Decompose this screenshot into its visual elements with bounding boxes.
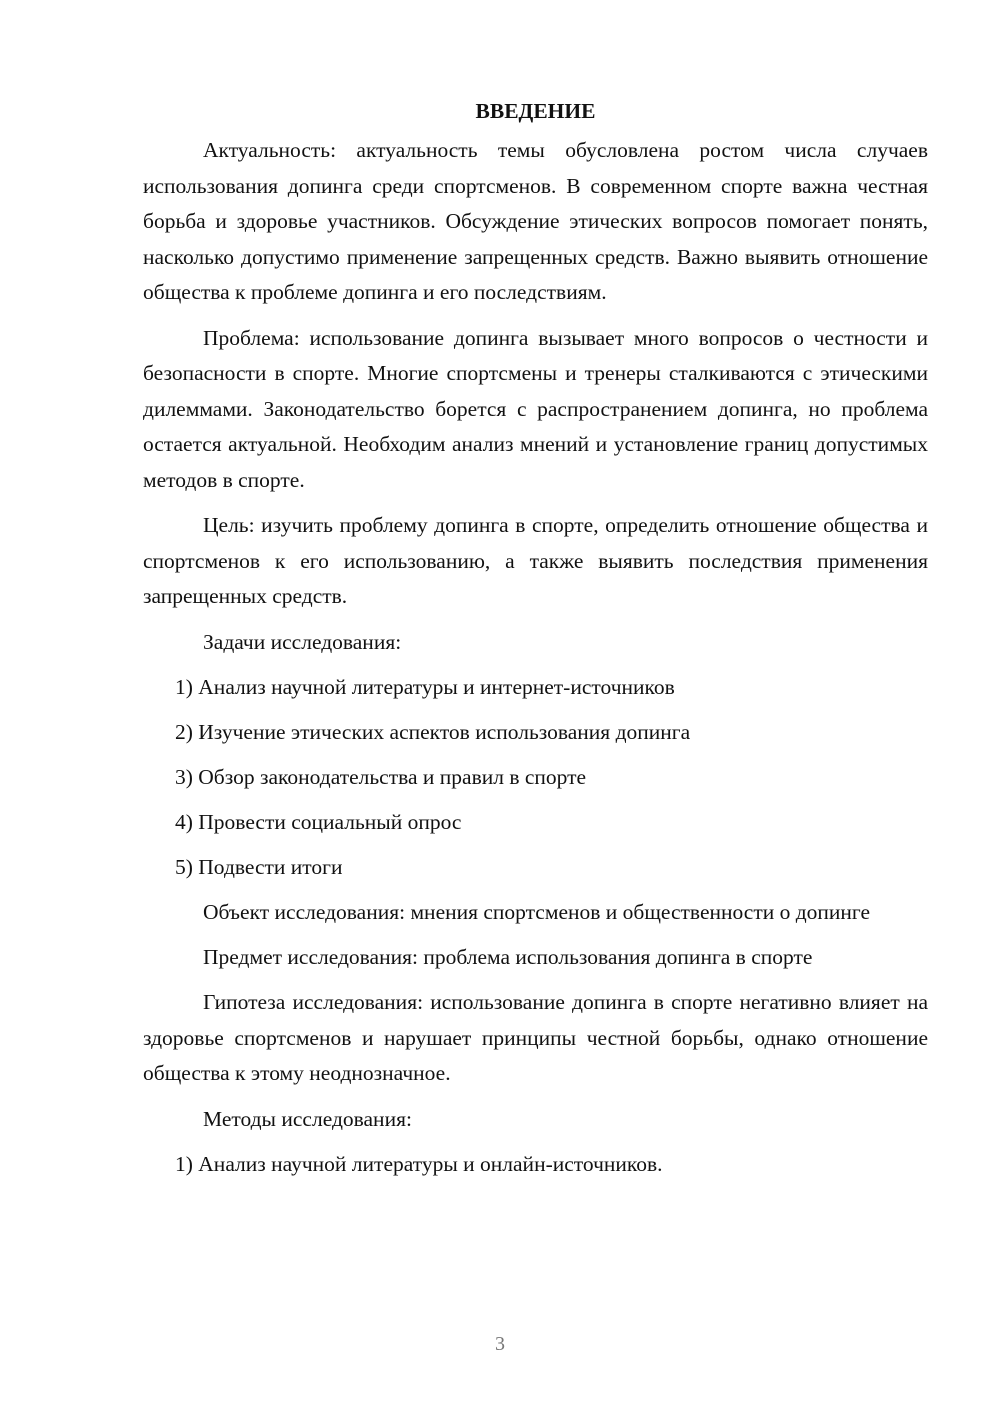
problem-paragraph: Проблема: использование допинга вызывает много вопросов о честности и безопасности в спорте. Многие спортсмены и тренеры сталкиваются с этическими дилеммами. Законодательство борется с распространением допинга, но проблема остается актуальной. Необходим анализ мнений и установление границ допустимых методов в спорте. — [143, 325, 928, 492]
task-item: 1) Анализ научной литературы и интернет-источников — [175, 674, 675, 699]
method-item: 1) Анализ научной литературы и онлайн-источников. — [175, 1151, 663, 1176]
object-paragraph: Объект исследования: мнения спортсменов и общественности о допинге — [203, 899, 871, 924]
goal-paragraph: Цель: изучить проблему допинга в спорте, определить отношение общества и спортсменов к его использованию, а также выявить последствия применения запрещенных средств. — [143, 513, 928, 608]
task-item: 5) Подвести итоги — [175, 854, 343, 879]
relevance-paragraph: Актуальность: актуальность темы обусловлена ростом числа случаев использования допинга среди спортсменов. В современном спорте важна честная борьба и здоровье участников. Обсуждение этических вопросов помогает понять, насколько допустимо применение запрещенных средств. Важно выявить отношение общества к проблеме допинга и его последствиям. — [143, 138, 928, 304]
tasks-heading: Задачи исследования: — [203, 629, 402, 654]
subject-paragraph: Предмет исследования: проблема использования допинга в спорте — [203, 945, 813, 969]
task-item: 2) Изучение этических аспектов использования допинга — [175, 719, 691, 744]
hypothesis-paragraph: Гипотеза исследования: использование допинга в спорте негативно влияет на здоровье спортсменов и нарушает принципы честной борьбы, однако отношение общества к этому неоднозначное. — [143, 990, 928, 1085]
task-item: 3) Обзор законодательства и правил в спорте — [175, 764, 587, 789]
section-title: ВВЕДЕНИЕ — [475, 99, 596, 123]
task-item: 4) Провести социальный опрос — [175, 809, 462, 834]
methods-heading: Методы исследования: — [203, 1106, 412, 1131]
page-number: 3 — [495, 1333, 505, 1355]
document-page — [143, 94, 928, 1192]
